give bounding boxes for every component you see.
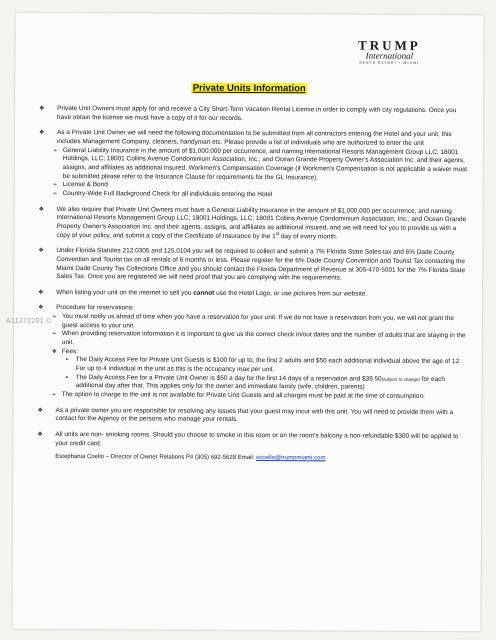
diamond-bullet-icon: ❖ xyxy=(39,105,45,112)
list-item: ❖ All units are non- smoking rooms. Should you choose to smoke in this room or on the room's balcony a non-refundable $300 will be applied to your credit card. xyxy=(37,430,459,447)
sub-sub-list-item: ▪ The Daily Access Fee for Private Unit Guests is $100 for up to, the first 2 adults and $50 each additional individual above the age of 12. For up to 4 individual in the unit as this is the occupancy max per unit. xyxy=(65,356,461,374)
diamond-bullet-icon: ❖ xyxy=(37,407,43,414)
diamond-bullet-icon: ❖ xyxy=(37,431,43,438)
diamond-bullet-icon: ❖ xyxy=(38,130,45,137)
diamond-bullet-icon: ❖ xyxy=(38,289,44,296)
sub-list-item: ➢ License & Bond xyxy=(52,181,108,189)
list-item: ❖ We also require that Private Unit Owners must have a General Liability Insurance in the amount of $1,000,000 per occurrence, and naming International Resorts Management Group LLC; 18001 Holdings, LLC; 18001 Collins Avenue Condominium Association, Inc.; and Ocean Grande Property Owner's Association Inc. and their agents, assigns, and affiliates as additional insured, and we will need for you to provide us with a copy of your policy, and submit a copy of the Certificate of Insurance by the 1st day of every month. xyxy=(38,205,467,240)
sub-list-item: ➢ Country-Wide Full Background Check for all individuals entering the Hotel xyxy=(52,189,273,199)
sub-list-item: ➢ You must notify us ahead of time when you have a reservation for your unit. If we do not have a reservation from you, we will not grant the guest access to your unit. xyxy=(52,313,454,330)
diamond-bullet-icon: ❖ xyxy=(51,348,57,355)
logo-tagline: BEACH RESORT • MIAMI xyxy=(359,60,420,65)
arrow-bullet-icon: ➢ xyxy=(51,331,57,338)
list-item: ❖ When listing your unit on the internet to sell you cannot use the Hotel Logo, or use pictures from our website. xyxy=(38,288,368,298)
trump-logo xyxy=(339,38,439,66)
list-item: ❖ Private Unit Owners must apply for and receive a City Short-Term Vacation Rental License in order to comply with city regulations. Once you have obtain the license we must have a copy of it for our records. xyxy=(39,104,457,122)
sub-sub-list-item: ▪ The Daily Access Fee for a Private Unit Owner is $50 a day for the first 14 days of a reservation and $39.50(subject to change) for each additional day after that. This applies only for the owner and immediate family (wife, children, parents) xyxy=(65,373,446,391)
logo-script: International xyxy=(365,50,414,61)
sub-list-item: ➢ When providing reservation information it is important to give us the correct check in/out dates and the number of adults that are staying in the unit. xyxy=(51,330,466,347)
list-item: ❖ Procedure for reservations: xyxy=(38,304,134,312)
document-body xyxy=(37,105,469,464)
arrow-bullet-icon: ➢ xyxy=(51,392,57,399)
square-bullet-icon: ▪ xyxy=(65,374,68,381)
email-link[interactable]: ecoello@trumpmiami.com xyxy=(256,455,326,462)
sub-list-item: ➢ The option to charge to the unit is not available for Private Unit Guests and all charges must be paid at the time of consumption. xyxy=(51,391,425,400)
diamond-bullet-icon: ❖ xyxy=(38,248,44,255)
arrow-bullet-icon: ➢ xyxy=(52,190,58,197)
sub-list-item: ❖ Fees: xyxy=(51,347,78,355)
page-title: Private Units Information xyxy=(192,82,306,95)
document-page xyxy=(12,13,483,631)
list-item: ❖ Under Florida Statutes 212.0305 and 125.0104 you will be required to collect and submit a 7% Florida State Sales tax and 6% Dade County Convention and Tourist tax on all rentals of 6 months or less. Please register for the 6% Dade County Convention and Tourist Tax contacting the Miami Dade County Tax Collections Office and you should contact the Florida Department of Revenue at 305-470-5001 for the 7% Florida State Sales Tax. Once you are registered we will need proof that you are complying with the requirements. xyxy=(38,247,466,282)
contact-footer: Estephania Coello – Director of Owner Relations P# (305) 692-5628 Email: ecoello@trumpmiami.com xyxy=(55,454,326,462)
arrow-bullet-icon: ➢ xyxy=(52,182,58,189)
square-bullet-icon: ▪ xyxy=(65,357,68,364)
list-item: ❖ As a Private Unit Owner we will need the following documentation to be submitted from all contractors entering the Hotel and your unit, this includes Management Company, cleaners, handyman etc. Please provide a list of individuals who are authorized to enter the unit xyxy=(38,129,452,147)
watermark: A11372201 © xyxy=(6,318,52,325)
list-item: ❖ As a private owner you are responsible for resolving any issues that your guest may incur with this unit. You will need to provide them with a contact for the Agency or the persons who manage your rentals. xyxy=(37,406,454,424)
arrow-bullet-icon: ➢ xyxy=(52,147,58,154)
diamond-bullet-icon: ❖ xyxy=(38,305,44,312)
arrow-bullet-icon: ➢ xyxy=(52,314,57,321)
sub-list-item: ➢ General Liability Insurance in the amount of $1,000,000 per occurrence, and naming International Resorts Management Group LLC; 18001 Holdings, LLC; 18001 Collins Avenue Condominium Association, Inc.; and Ocean Grande Property Owner's Association Inc. and their agents, assigns, and affiliates as additional insured. Workmen's Compensation Coverage (if Workmen's Compensation is not applicable a waiver must be submitted please refer to the Insurance Clause for requirements for the GL Insurance). xyxy=(52,146,468,181)
logo-name: TRUMP xyxy=(358,37,421,53)
diamond-bullet-icon: ❖ xyxy=(38,206,44,213)
